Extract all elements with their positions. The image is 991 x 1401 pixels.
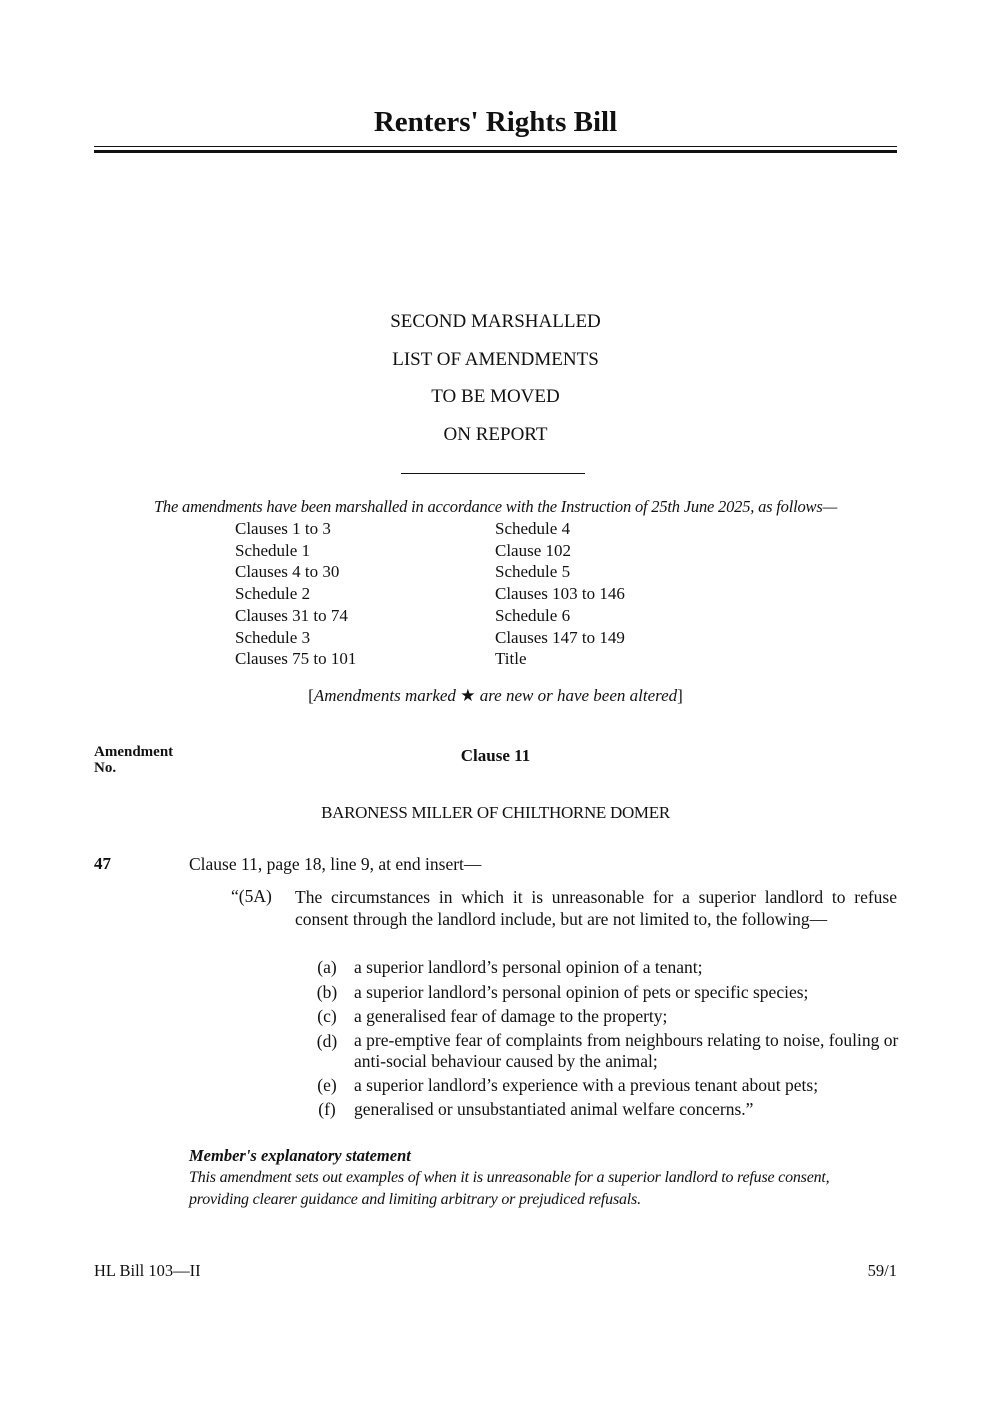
amendment-no-label-line1: Amendment — [94, 744, 174, 760]
list-item — [300, 1073, 900, 1098]
marshalling-intro: The amendments have been marshalled in accordance with the Instruction of 25th June 2025, as follows— — [153, 497, 838, 516]
explanatory-statement-text: This amendment sets out examples of when it is unreasonable for a superior landlord to refuse consent, providing clearer guidance and limiting arbitrary or prejudiced refusals. — [189, 1169, 830, 1208]
heading-divider — [401, 473, 585, 474]
item-text: a superior landlord’s experience with a previous tenant about pets; — [354, 1074, 819, 1095]
amendment-no-label-line2: No. — [94, 760, 117, 776]
marshalling-entry: Title — [495, 649, 527, 669]
item-label: (d) — [316, 1030, 338, 1051]
note-text-before: Amendments marked — [313, 686, 461, 705]
item-text: a superior landlord’s personal opinion of pets or specific species; — [354, 981, 809, 1002]
item-text: a pre-emptive fear of complaints from neighbours relating to noise, fouling or anti-social behaviour caused by the animal; — [354, 1029, 899, 1071]
list-heading-line: LIST OF AMENDMENTS — [392, 348, 599, 370]
note-text-after: are new or have been altered — [475, 686, 678, 705]
member-name: BARONESS MILLER OF CHILTHORNE DOMER — [321, 803, 670, 822]
item-label: (a) — [317, 957, 337, 977]
item-text: a superior landlord’s personal opinion of a tenant; — [354, 957, 703, 977]
marshalling-entry: Clauses 4 to 30 — [235, 562, 340, 582]
clause-heading: Clause 11 — [460, 746, 531, 765]
item-label: (f) — [318, 1099, 336, 1119]
item-label: (e) — [317, 1074, 337, 1095]
list-heading — [0, 303, 991, 453]
list-heading-line: TO BE MOVED — [431, 386, 560, 407]
marshalling-entry: Clauses 75 to 101 — [235, 649, 357, 669]
list-heading-line: ON REPORT — [443, 423, 548, 445]
page-reference: 59/1 — [867, 1261, 897, 1280]
marshalling-entry: Schedule 3 — [235, 627, 311, 647]
list-heading-line: SECOND MARSHALLED — [390, 311, 601, 332]
item-text: generalised or unsubstantiated animal welfare concerns.” — [354, 1099, 754, 1119]
marshalling-right-column — [495, 518, 625, 670]
amendment-number: 47 — [94, 854, 111, 873]
title-rule-thick — [94, 150, 897, 153]
note-close-bracket: ] — [677, 686, 683, 705]
marshalling-entry: Clauses 103 to 146 — [495, 584, 625, 604]
marshalling-entry: Schedule 6 — [495, 605, 571, 625]
marshalling-entry: Schedule 4 — [495, 519, 571, 538]
list-item — [300, 1004, 900, 1029]
star-icon: ★ — [460, 686, 476, 705]
amendments-marked-note — [0, 686, 991, 706]
marshalling-entry: Schedule 1 — [235, 540, 311, 560]
marshalling-entry: Clause 102 — [495, 540, 572, 560]
list-item — [300, 980, 900, 1005]
title-rule-thin — [94, 146, 897, 147]
bill-title: Renters' Rights Bill — [373, 106, 618, 138]
item-label: (b) — [316, 981, 338, 1002]
marshalling-entry: Schedule 2 — [235, 584, 311, 604]
marshalling-left-column — [235, 518, 356, 670]
note-open-bracket: [ — [308, 686, 314, 705]
marshalling-entry: Clauses 147 to 149 — [495, 627, 625, 647]
item-text: a generalised fear of damage to the property; — [354, 1006, 668, 1026]
amendment-intro: Clause 11, page 18, line 9, at end insert— — [189, 854, 482, 874]
marshalling-entry: Clauses 31 to 74 — [235, 605, 348, 625]
amendment-items — [300, 955, 900, 1122]
marshalling-entry: Schedule 5 — [495, 562, 571, 582]
subsection-label: “(5A) — [231, 886, 272, 906]
list-item — [300, 955, 900, 980]
list-item — [300, 1097, 900, 1122]
list-item — [300, 1029, 900, 1073]
subsection-text: The circumstances in which it is unreasonable for a superior landlord to refuse consent through the landlord include, but are not limited to, the following— — [295, 887, 897, 929]
marshalling-entry: Clauses 1 to 3 — [235, 519, 331, 538]
explanatory-statement-heading: Member's explanatory statement — [189, 1146, 411, 1165]
item-label: (c) — [317, 1006, 337, 1026]
bill-reference: HL Bill 103—II — [94, 1261, 201, 1280]
